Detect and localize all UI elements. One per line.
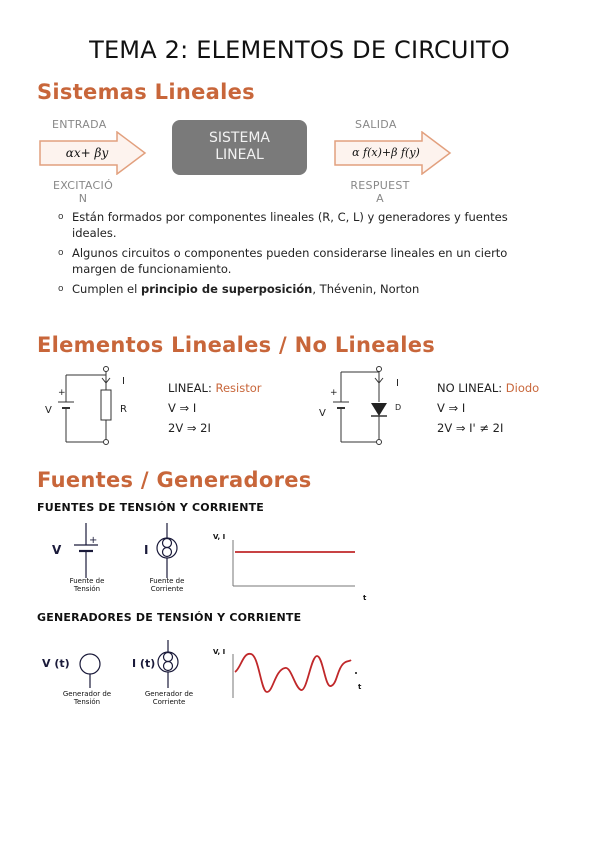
heading-elementos: Elementos Lineales / No Lineales (37, 333, 436, 357)
resistor-r-label: R (120, 404, 127, 415)
bullet3-bold: principio de superposición (140, 282, 313, 296)
page-title: TEMA 2: ELEMENTOS DE CIRCUITO (89, 36, 510, 64)
graph1-x-label: t (363, 594, 367, 602)
variable-signal-curve (235, 654, 351, 692)
voltage-source-label: V (52, 543, 62, 557)
resistor-current-label: I (122, 376, 125, 387)
current-source-symbol (140, 520, 190, 582)
current-source-caption (142, 577, 192, 593)
excitacion-line1: EXCITACIÓ (52, 179, 114, 192)
graph2-x-label: t (358, 683, 362, 691)
excitacion-line2: N (78, 192, 88, 205)
nolineal-type: Diodo (505, 381, 540, 395)
list-item: o Algunos circuitos o componentes pueden considerarse lineales en un cierto margen de funcionamiento. (58, 245, 538, 277)
bullet3-rest: , Thévenin, Norton (312, 282, 420, 296)
entrada-expression: αx+ βy (65, 146, 109, 160)
gv-caption2: Tensión (73, 698, 101, 706)
current-source-label: I (144, 543, 149, 557)
gi-caption1: Generador de (144, 690, 194, 698)
list-item (58, 281, 538, 297)
current-generator-symbol (130, 636, 200, 692)
box-line2: LINEAL (215, 147, 264, 163)
lineal-eq1: V ⇒ I (168, 401, 197, 415)
lineales-bullet-list (58, 209, 538, 301)
nolineal-eq1: V ⇒ I (437, 401, 466, 415)
sistema-lineal-box (172, 120, 307, 175)
graph1-y-label: V, I (213, 533, 226, 541)
voltage-generator-symbol (40, 636, 130, 692)
gi-caption2: Corriente (152, 698, 186, 706)
voltage-source-plus: + (89, 535, 98, 546)
list-item: o Están formados por componentes lineales (R, C, L) y generadores y fuentes ideales. (58, 209, 538, 241)
salida-label: SALIDA (355, 118, 397, 131)
entrada-label: ENTRADA (52, 118, 107, 131)
bullet3-text: Cumplen el (72, 282, 138, 296)
voltage-generator-caption (58, 690, 116, 706)
lineal-eq2: 2V ⇒ 2I (168, 421, 211, 435)
diode-current-label: I (396, 378, 399, 389)
voltage-source-caption (62, 577, 112, 593)
box-line1: SISTEMA (209, 130, 270, 146)
fi-caption1: Fuente de (149, 577, 185, 585)
subheading-fuentes: FUENTES DE TENSIÓN Y CORRIENTE (37, 501, 265, 514)
lineal-label: LINEAL: (168, 381, 216, 395)
diode-circuit-diagram (312, 362, 412, 448)
heading-sistemas-lineales: Sistemas Lineales (37, 80, 255, 104)
respuesta-line1: RESPUEST (350, 179, 410, 192)
resistor-circuit-diagram (40, 362, 140, 448)
graph2-dot (355, 672, 357, 674)
heading-fuentes: Fuentes / Generadores (37, 468, 312, 492)
constant-signal-graph (205, 528, 375, 603)
lineal-description (168, 378, 261, 438)
voltage-source-symbol (48, 520, 118, 582)
variable-signal-graph (205, 640, 375, 706)
fi-caption2: Corriente (150, 585, 184, 593)
resistor-plus-label: + (58, 388, 66, 398)
salida-expression: α f(x)+β f(y) (352, 146, 420, 159)
excitacion-label (48, 179, 118, 205)
current-generator-caption (140, 690, 198, 706)
respuesta-label (345, 179, 415, 205)
fv-caption1: Fuente de (69, 577, 105, 585)
fv-caption2: Tensión (73, 585, 101, 593)
diode-plus-label: + (330, 388, 338, 398)
nolineal-eq2: 2V ⇒ I' ≠ 2I (437, 421, 504, 435)
graph2-y-label: V, I (213, 648, 226, 656)
nolineal-label: NO LINEAL: (437, 381, 506, 395)
current-generator-label: I (t) (132, 657, 156, 670)
subheading-generadores: GENERADORES DE TENSIÓN Y CORRIENTE (37, 611, 302, 624)
lineal-type: Resistor (215, 381, 262, 395)
diode-voltage-label: V (319, 408, 326, 419)
diode-d-label: D (395, 403, 402, 412)
voltage-generator-label: V (t) (42, 657, 70, 670)
nolineal-description (437, 378, 539, 438)
resistor-voltage-label: V (45, 405, 52, 416)
gv-caption1: Generador de (62, 690, 112, 698)
respuesta-line2: A (376, 192, 384, 205)
